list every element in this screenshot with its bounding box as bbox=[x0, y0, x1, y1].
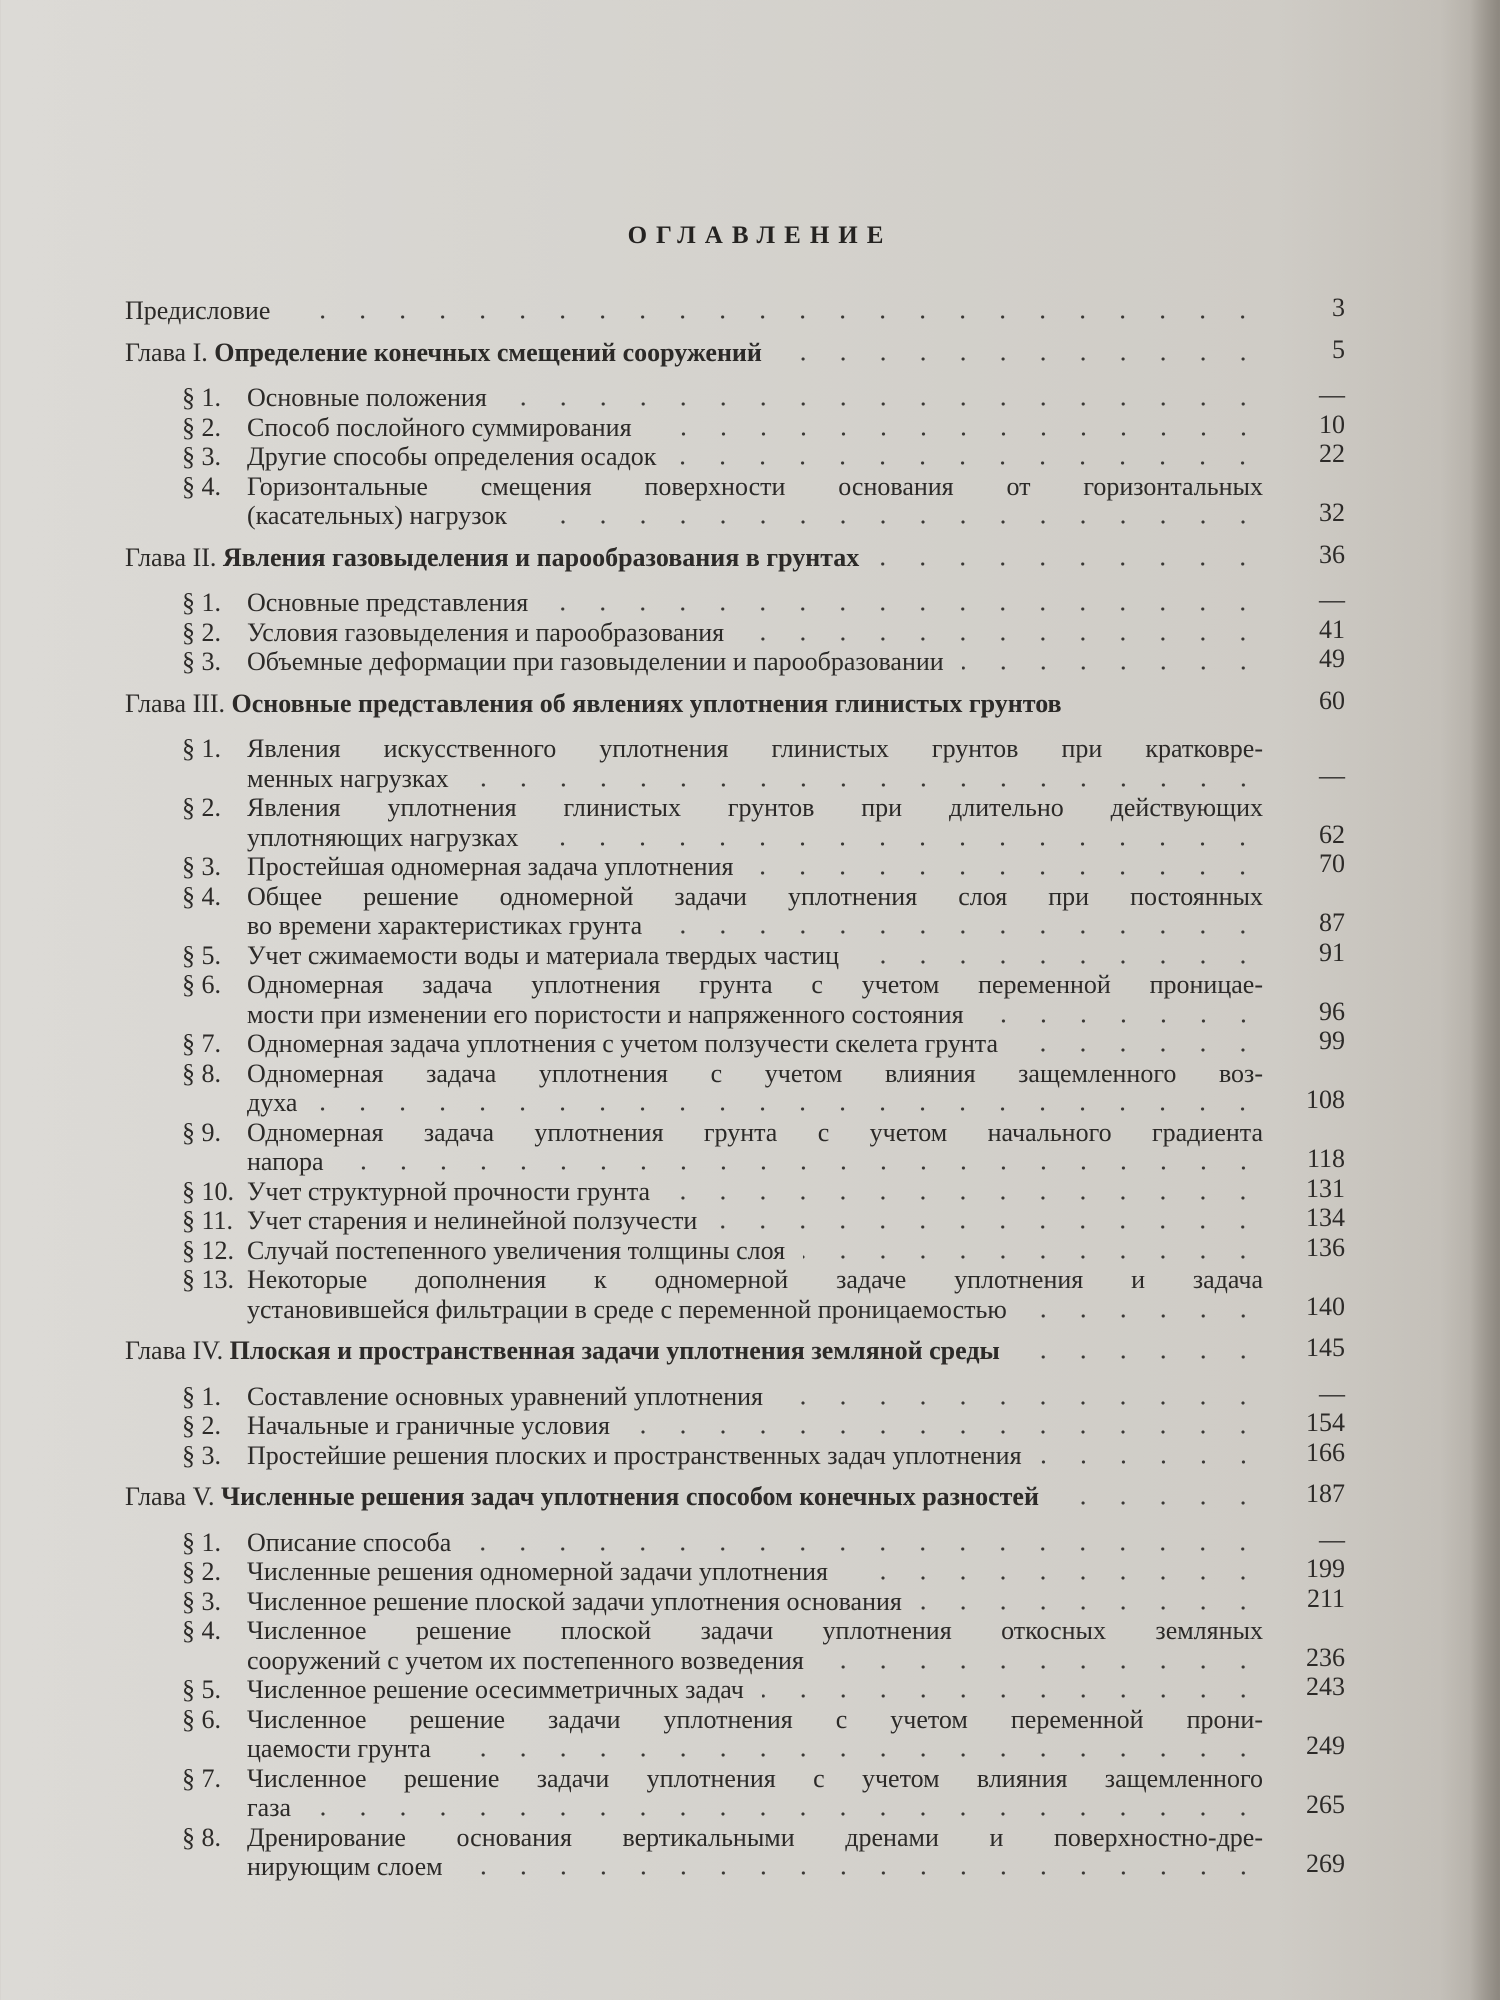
page-number: — bbox=[1319, 760, 1345, 790]
page-number: 136 bbox=[1306, 1232, 1345, 1262]
dot-leader bbox=[449, 1753, 1263, 1757]
dot-leader bbox=[342, 1166, 1263, 1170]
section-number: § 4. bbox=[182, 471, 221, 501]
entry-title: Учет сжимаемости воды и материала твердых частиц bbox=[247, 940, 840, 970]
entry-title: Другие способы определения осадок bbox=[247, 442, 657, 471]
entry-title: (касательных) нагрузок bbox=[247, 501, 507, 530]
toc-section-entry[interactable] bbox=[125, 1059, 1345, 1118]
dot-leader bbox=[288, 315, 1263, 319]
dot-leader bbox=[1016, 1048, 1263, 1052]
page-number: 154 bbox=[1306, 1408, 1345, 1437]
entry-line bbox=[182, 1059, 1263, 1089]
entry-title: Численное решение плоской задачи уплотнения основания bbox=[247, 1586, 902, 1616]
entry-line bbox=[182, 1557, 1263, 1587]
toc-section-entry[interactable] bbox=[125, 793, 1345, 852]
section-number: § 4. bbox=[182, 881, 221, 911]
dot-leader bbox=[822, 1665, 1263, 1669]
dot-leader bbox=[846, 1576, 1263, 1580]
entry-title: Одномерная задача уплотнения грунта с учетом начального градиента bbox=[247, 1117, 1263, 1147]
toc-section-entry[interactable] bbox=[125, 472, 1345, 531]
entry-title: Простейшие решения плоских и пространственных задач уплотнения bbox=[247, 1440, 1022, 1470]
entry-title: Определение конечных смещений сооружений bbox=[214, 337, 762, 367]
dot-leader bbox=[742, 637, 1263, 641]
page-number: 3 bbox=[1332, 293, 1345, 322]
toc-section-entry[interactable] bbox=[125, 1265, 1345, 1324]
entry-line bbox=[125, 338, 1263, 368]
entry-title: Составление основных уравнений уплотнения bbox=[247, 1381, 763, 1411]
entry-title: Способ послойного суммирования bbox=[247, 412, 632, 442]
dot-leader bbox=[525, 520, 1263, 524]
dot-leader bbox=[780, 357, 1263, 361]
entry-line bbox=[125, 689, 1263, 719]
entry-title: во времени характеристиках грунта bbox=[247, 911, 643, 940]
entry-title: Случай постепенного увеличения толщины слоя bbox=[247, 1235, 786, 1265]
section-number: § 1. bbox=[182, 1527, 221, 1557]
section-number: § 7. bbox=[182, 1029, 221, 1058]
page-number: 187 bbox=[1306, 1479, 1345, 1508]
toc-section-entry[interactable] bbox=[125, 1118, 1345, 1177]
entry-title: Численное решение плоской задачи уплотнения откосных земляных bbox=[247, 1616, 1263, 1645]
dot-leader bbox=[668, 1196, 1263, 1200]
dot-leader bbox=[309, 1812, 1263, 1816]
dot-leader bbox=[762, 1694, 1263, 1698]
toc-section-entry[interactable] bbox=[125, 1437, 1345, 1471]
page-number: 269 bbox=[1306, 1849, 1345, 1878]
toc-section-entry[interactable] bbox=[125, 644, 1345, 677]
page-number: 243 bbox=[1306, 1672, 1345, 1701]
toc-section-entry[interactable] bbox=[125, 439, 1345, 472]
section-number: § 3. bbox=[182, 442, 221, 471]
entry-line bbox=[182, 1528, 1263, 1558]
toc-chapter-entry[interactable] bbox=[125, 1479, 1345, 1512]
section-number: § 4. bbox=[182, 1616, 221, 1645]
chapter-label: Глава III. bbox=[125, 688, 226, 718]
toc-section-entry[interactable] bbox=[125, 970, 1345, 1029]
dot-leader bbox=[1057, 1501, 1263, 1505]
entry-title: Одномерная задача уплотнения грунта с учетом переменной проницае- bbox=[247, 970, 1263, 999]
page-number: — bbox=[1319, 1524, 1345, 1554]
entry-title: уплотняющих нагрузках bbox=[247, 822, 519, 852]
entry-title: Простейшая одномерная задача уплотнения bbox=[247, 852, 734, 881]
dot-leader bbox=[982, 1019, 1263, 1023]
page-number: 87 bbox=[1319, 908, 1345, 937]
entry-line bbox=[182, 882, 1263, 912]
entry-title: духа bbox=[247, 1088, 298, 1117]
toc-section-entry[interactable] bbox=[125, 1672, 1345, 1705]
entry-line bbox=[182, 1029, 1263, 1059]
section-number: § 3. bbox=[182, 1440, 221, 1470]
toc-section-entry[interactable] bbox=[125, 1705, 1345, 1764]
entry-title: Предисловие bbox=[125, 296, 271, 325]
toc-chapter-entry[interactable] bbox=[125, 539, 1345, 573]
entry-title: Основные представления bbox=[247, 588, 529, 617]
dot-leader bbox=[962, 666, 1263, 670]
entry-line bbox=[182, 383, 1263, 413]
entry-line bbox=[125, 1336, 1263, 1366]
dot-leader bbox=[469, 1547, 1263, 1551]
entry-title: Явления искусственного уплотнения глинистых грунтов при кратковре- bbox=[247, 734, 1263, 763]
page-number: 5 bbox=[1332, 334, 1345, 364]
entry-line bbox=[182, 1734, 1263, 1764]
entry-line bbox=[125, 543, 1263, 573]
page-number: 41 bbox=[1319, 614, 1345, 644]
entry-line bbox=[182, 823, 1263, 853]
entry-title: Учет старения и нелинейной ползучести bbox=[247, 1206, 698, 1235]
toc-section-entry[interactable] bbox=[125, 1173, 1345, 1207]
toc-chapter-entry[interactable] bbox=[125, 334, 1345, 368]
toc-chapter-entry[interactable] bbox=[125, 1333, 1345, 1366]
page-number: 236 bbox=[1306, 1642, 1345, 1672]
dot-leader bbox=[715, 1225, 1263, 1229]
dot-leader bbox=[781, 1401, 1263, 1405]
entry-line bbox=[182, 1441, 1263, 1471]
section-number: § 6. bbox=[182, 970, 221, 999]
dot-leader bbox=[1025, 1314, 1263, 1318]
section-number: § 3. bbox=[182, 1586, 221, 1616]
entry-title: сооружений с учетом их постепенного возведения bbox=[247, 1645, 804, 1675]
chapter-label: Глава V. bbox=[125, 1482, 215, 1511]
entry-title: Численные решения задач уплотнения способом конечных разностей bbox=[221, 1482, 1039, 1511]
entry-line bbox=[182, 1411, 1263, 1441]
toc-section-entry[interactable] bbox=[125, 1378, 1345, 1412]
entry-title: Явления газовыделения и парообразования в грунтах bbox=[222, 542, 860, 572]
entry-line bbox=[182, 1705, 1263, 1735]
toc-section-entry[interactable] bbox=[125, 1583, 1345, 1617]
page-number: 108 bbox=[1306, 1085, 1345, 1114]
section-number: § 2. bbox=[182, 793, 221, 822]
entry-line bbox=[182, 1823, 1263, 1853]
entry-line bbox=[125, 296, 1263, 326]
toc-section-entry[interactable] bbox=[125, 882, 1345, 941]
entry-title: Плоская и пространственная задачи уплотнения земляной среды bbox=[229, 1336, 1000, 1365]
section-number: § 7. bbox=[182, 1763, 221, 1793]
entry-title: Некоторые дополнения к одномерной задаче уплотнения и задача bbox=[247, 1265, 1263, 1294]
entry-title: Одномерная задача уплотнения с учетом ползучести скелета грунта bbox=[247, 1029, 999, 1058]
toc-section-entry[interactable] bbox=[125, 1764, 1345, 1823]
entry-title: Численные решения одномерной задачи уплотнения bbox=[247, 1557, 828, 1586]
entry-title: Основные представления об явлениях уплотнения глинистых грунтов bbox=[231, 688, 1062, 718]
entry-line bbox=[182, 1852, 1263, 1882]
dot-leader bbox=[505, 402, 1263, 406]
entry-title: газа bbox=[247, 1793, 292, 1822]
page-number: 211 bbox=[1306, 1583, 1345, 1613]
toc-section-entry[interactable] bbox=[125, 937, 1345, 971]
section-number: § 5. bbox=[182, 940, 221, 970]
chapter-label: Глава II. bbox=[125, 542, 217, 572]
toc-section-entry[interactable] bbox=[125, 1203, 1345, 1236]
entry-title: Условия газовыделения и парообразования bbox=[247, 617, 725, 647]
page-number: 49 bbox=[1319, 644, 1345, 673]
entry-line bbox=[182, 1118, 1263, 1148]
entry-title: Учет структурной прочности грунта bbox=[247, 1176, 651, 1206]
toc-section-entry[interactable] bbox=[125, 1616, 1345, 1675]
entry-title: Объемные деформации при газовыделении и парообразовании bbox=[247, 647, 944, 676]
entry-line bbox=[182, 1088, 1263, 1118]
chapter-label: Глава IV. bbox=[125, 1336, 224, 1365]
entry-line bbox=[182, 442, 1263, 472]
section-number: § 6. bbox=[182, 1704, 221, 1734]
page-number: 249 bbox=[1306, 1731, 1345, 1760]
entry-line bbox=[182, 1000, 1263, 1030]
page-title: ОГЛАВЛЕНИЕ bbox=[627, 222, 893, 249]
entry-title: установившейся фильтрации в среде с переменной проницаемостью bbox=[247, 1294, 1007, 1324]
entry-line bbox=[182, 413, 1263, 443]
dot-leader bbox=[546, 607, 1263, 611]
section-number: § 1. bbox=[182, 1381, 221, 1411]
entry-line bbox=[182, 970, 1263, 1000]
entry-line bbox=[182, 941, 1263, 971]
entry-title: напора bbox=[247, 1147, 324, 1176]
dot-leader bbox=[877, 562, 1263, 566]
dot-leader bbox=[536, 842, 1263, 846]
section-number: § 5. bbox=[182, 1675, 221, 1704]
toc-front-entry[interactable] bbox=[125, 293, 1345, 326]
entry-line bbox=[182, 501, 1263, 531]
entry-line bbox=[182, 1147, 1263, 1177]
page-number: 134 bbox=[1306, 1203, 1345, 1232]
entry-line bbox=[182, 1236, 1263, 1266]
entry-line bbox=[182, 1793, 1263, 1823]
toc-section-entry[interactable] bbox=[125, 380, 1345, 413]
entry-title: Общее решение одномерной задачи уплотнения слоя при постоянных bbox=[247, 881, 1263, 911]
entry-title: Основные положения bbox=[247, 383, 487, 412]
entry-line bbox=[182, 647, 1263, 677]
page-number: 22 bbox=[1319, 439, 1345, 468]
entry-line bbox=[182, 1265, 1263, 1295]
entry-line bbox=[182, 764, 1263, 794]
dot-leader bbox=[857, 960, 1263, 964]
page-number: 36 bbox=[1319, 539, 1345, 569]
entry-title: Численное решение задачи уплотнения с учетом переменной прони- bbox=[247, 1704, 1263, 1734]
section-number: § 1. bbox=[182, 734, 221, 763]
dot-leader bbox=[920, 1606, 1263, 1610]
entry-line bbox=[182, 618, 1263, 648]
dot-leader bbox=[315, 1107, 1263, 1111]
toc-section-entry[interactable] bbox=[125, 1232, 1345, 1266]
dot-leader bbox=[803, 1255, 1263, 1259]
page-number: 265 bbox=[1306, 1790, 1345, 1819]
toc-section-entry[interactable] bbox=[125, 849, 1345, 882]
section-number: § 1. bbox=[182, 588, 221, 617]
entry-title: нирующим слоем bbox=[247, 1852, 443, 1881]
page-number: 140 bbox=[1306, 1291, 1345, 1321]
page-number: — bbox=[1319, 380, 1345, 409]
entry-title: Численное решение осесимметричных задач bbox=[247, 1675, 744, 1704]
section-number: § 9. bbox=[182, 1117, 221, 1147]
section-number: § 2. bbox=[182, 1557, 221, 1586]
entry-title: Явления уплотнения глинистых грунтов при длительно действующих bbox=[247, 793, 1263, 822]
toc-section-entry[interactable] bbox=[125, 1823, 1345, 1882]
entry-title: менных нагрузках bbox=[247, 763, 449, 793]
entry-line bbox=[182, 1646, 1263, 1676]
entry-title: Описание способа bbox=[247, 1527, 452, 1557]
page-number: 145 bbox=[1306, 1333, 1345, 1362]
entry-line bbox=[125, 1482, 1263, 1512]
page-number: 10 bbox=[1319, 409, 1345, 439]
entry-line bbox=[182, 1295, 1263, 1325]
entry-line bbox=[182, 1616, 1263, 1646]
page-number: — bbox=[1319, 1378, 1345, 1408]
page-number: — bbox=[1319, 585, 1345, 614]
section-number: § 3. bbox=[182, 852, 221, 881]
toc-chapter-entry[interactable] bbox=[125, 685, 1345, 719]
entry-line bbox=[182, 1177, 1263, 1207]
table-of-contents bbox=[125, 293, 1345, 1882]
dot-leader bbox=[660, 930, 1263, 934]
section-number: § 12. bbox=[182, 1235, 234, 1265]
section-number: § 1. bbox=[182, 383, 221, 412]
entry-line bbox=[182, 734, 1263, 764]
entry-line bbox=[182, 1764, 1263, 1794]
page-number: 60 bbox=[1319, 685, 1345, 715]
toc-section-entry[interactable] bbox=[125, 614, 1345, 648]
entry-line bbox=[182, 588, 1263, 618]
section-number: § 2. bbox=[182, 617, 221, 647]
toc-section-entry[interactable] bbox=[125, 1408, 1345, 1441]
entry-line bbox=[182, 472, 1263, 502]
dot-leader bbox=[650, 432, 1263, 436]
entry-title: Дренирование основания вертикальными дренами и поверхностно-дре- bbox=[247, 1822, 1263, 1852]
entry-title: Одномерная задача уплотнения с учетом влияния защемленного воз- bbox=[247, 1058, 1263, 1088]
entry-title: Численное решение задачи уплотнения с учетом влияния защемленного bbox=[247, 1763, 1263, 1793]
page-number: 166 bbox=[1306, 1437, 1345, 1467]
dot-leader bbox=[467, 783, 1263, 787]
chapter-label: Глава I. bbox=[125, 337, 208, 367]
entry-line bbox=[182, 1382, 1263, 1412]
entry-title: цаемости грунта bbox=[247, 1734, 431, 1763]
entry-line bbox=[182, 1675, 1263, 1705]
page-number: 99 bbox=[1319, 1026, 1345, 1055]
section-number: § 11. bbox=[182, 1206, 234, 1235]
page-number: 91 bbox=[1319, 937, 1345, 967]
page-number: 199 bbox=[1306, 1554, 1345, 1583]
entry-line bbox=[182, 1587, 1263, 1617]
page-number: 96 bbox=[1319, 996, 1345, 1026]
toc-section-entry[interactable] bbox=[125, 585, 1345, 618]
section-number: § 2. bbox=[182, 412, 221, 442]
toc-section-entry[interactable] bbox=[125, 1026, 1345, 1059]
entry-title: Горизонтальные смещения поверхности основания от горизонтальных bbox=[247, 471, 1263, 501]
toc-section-entry[interactable] bbox=[125, 1554, 1345, 1587]
section-number: § 8. bbox=[182, 1822, 221, 1852]
entry-line bbox=[182, 852, 1263, 882]
dot-leader bbox=[461, 1871, 1263, 1875]
dot-leader bbox=[1040, 1460, 1263, 1464]
page-number: 70 bbox=[1319, 849, 1345, 878]
dot-leader bbox=[628, 1430, 1263, 1434]
dot-leader bbox=[674, 461, 1263, 465]
toc-section-entry[interactable] bbox=[125, 409, 1345, 443]
entry-line bbox=[182, 793, 1263, 823]
page-number: 131 bbox=[1306, 1173, 1345, 1203]
toc-section-entry[interactable] bbox=[125, 1524, 1345, 1558]
entry-title: мости при изменении его пористости и напряженного состояния bbox=[247, 999, 964, 1029]
section-number: § 3. bbox=[182, 647, 221, 676]
page-number: 62 bbox=[1319, 819, 1345, 849]
entry-line bbox=[182, 1206, 1263, 1236]
page-number: 118 bbox=[1306, 1144, 1345, 1173]
section-number: § 2. bbox=[182, 1411, 221, 1440]
dot-leader bbox=[1018, 1355, 1263, 1359]
page-edge-shadow bbox=[1470, 0, 1500, 2000]
entry-title: Начальные и граничные условия bbox=[247, 1411, 610, 1440]
section-number: § 8. bbox=[182, 1058, 221, 1088]
section-number: § 10. bbox=[182, 1176, 234, 1206]
dot-leader bbox=[751, 871, 1263, 875]
toc-section-entry[interactable] bbox=[125, 734, 1345, 793]
page-number: 32 bbox=[1319, 498, 1345, 527]
entry-line bbox=[182, 911, 1263, 941]
section-number: § 13. bbox=[182, 1265, 234, 1294]
